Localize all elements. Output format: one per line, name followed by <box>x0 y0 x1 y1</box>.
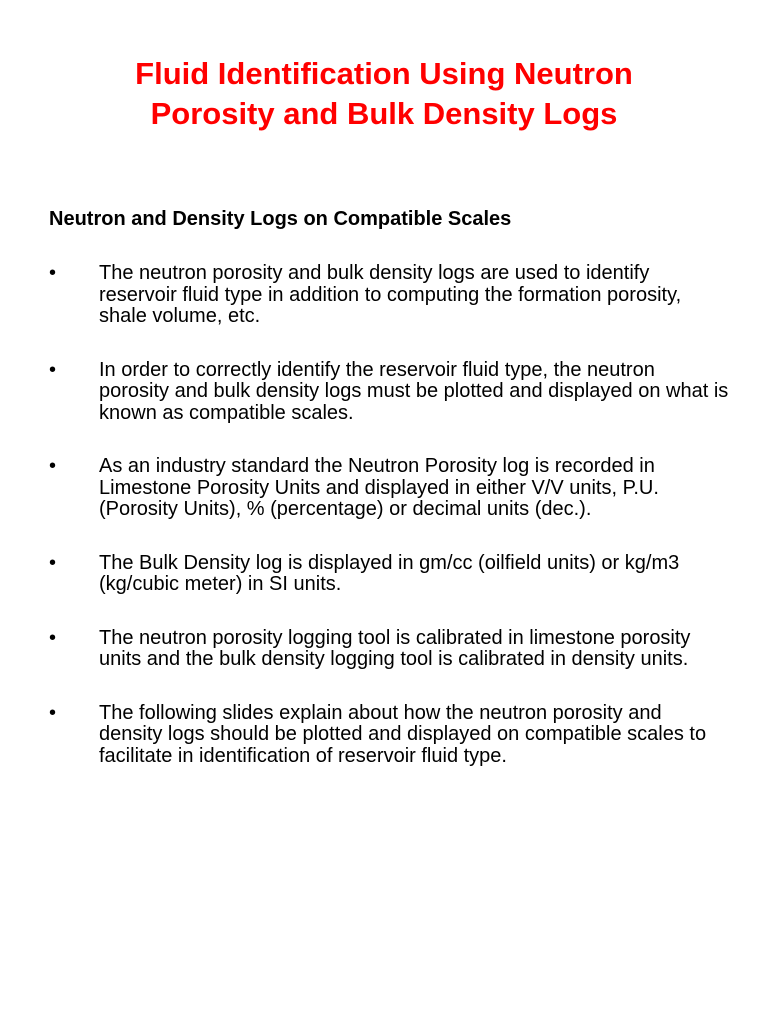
bullet-icon: • <box>49 358 57 381</box>
slide-title-line-1: Fluid Identification Using Neutron <box>135 56 633 91</box>
bullet-item <box>49 628 729 671</box>
bullet-icon: • <box>49 626 57 649</box>
bullet-text: The neutron porosity logging tool is calibrated in limestone porosity units and the bulk density logging tool is calibrated in density units. <box>99 626 691 670</box>
bullet-icon: • <box>49 551 57 574</box>
bullet-item <box>49 703 729 768</box>
bullet-icon: • <box>49 455 57 477</box>
bullet-item <box>49 553 729 596</box>
slide-subtitle: Neutron and Density Logs on Compatible Scales <box>49 208 512 230</box>
slide-title-line-2: Porosity and Bulk Density Logs <box>150 96 618 131</box>
bullet-text: The neutron porosity and bulk density logs are used to identify reservoir fluid type in addition to computing the formation porosity, shale volume, etc. <box>99 262 682 327</box>
bullet-text: The following slides explain about how the neutron porosity and density logs should be plotted and displayed on compatible scales to facilitate in identification of reservoir fluid type. <box>99 701 707 767</box>
bullet-list <box>49 263 729 799</box>
bullet-item <box>49 360 729 425</box>
bullet-text: In order to correctly identify the reservoir fluid type, the neutron porosity and bulk density logs must be plotted and displayed on what is known as compatible scales. <box>99 358 729 424</box>
bullet-icon: • <box>49 262 57 284</box>
slide-title <box>40 54 728 134</box>
bullet-item <box>49 456 729 521</box>
bullet-text: As an industry standard the Neutron Porosity log is recorded in Limestone Porosity Units and displayed in either V/V units, P.U. (Porosity Units), % (percentage) or decimal units (dec.). <box>99 455 659 520</box>
bullet-icon: • <box>49 701 57 724</box>
bullet-text: The Bulk Density log is displayed in gm/cc (oilfield units) or kg/m3 (kg/cubic meter) in SI units. <box>99 551 680 595</box>
bullet-item <box>49 263 729 328</box>
